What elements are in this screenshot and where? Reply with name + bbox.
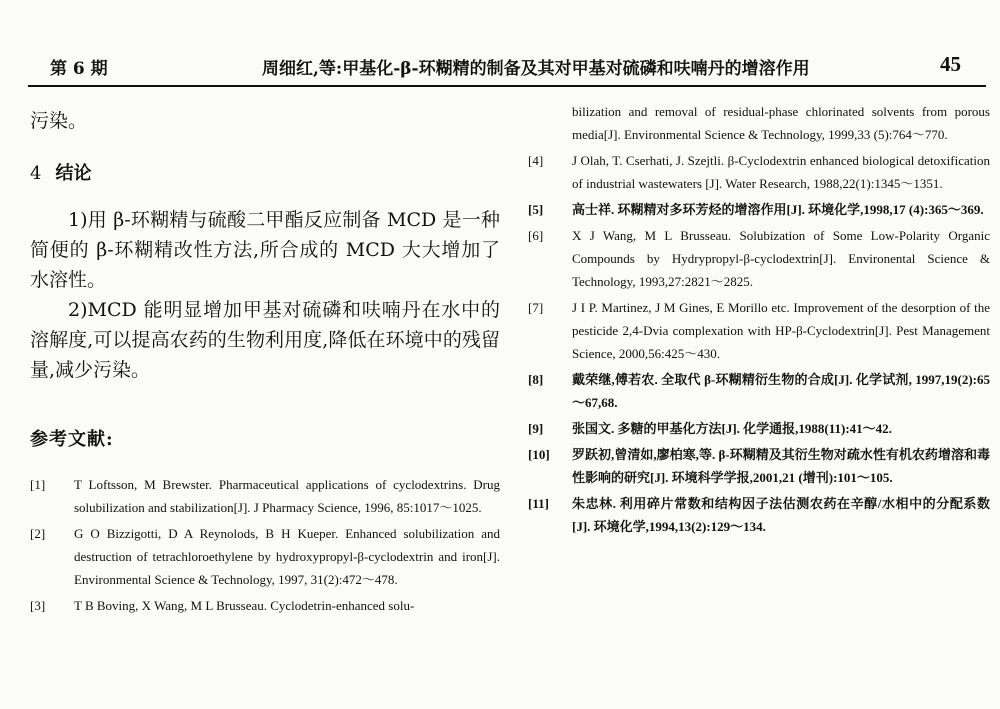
page-number: 45 bbox=[940, 52, 961, 76]
reference-item bbox=[528, 443, 990, 489]
reference-text: 罗跃初,曾清如,廖柏寒,等. β-环糊精及其衍生物对疏水性有机农药增溶和毒性影响的研究[J]. 环境科学学报,2001,21 (增刊):101～105. bbox=[572, 447, 990, 485]
reference-text: X J Wang, M L Brusseau. Solubization of Some Low-Polarity Organic Compounds by Hydrypropyl-β-cyclodextrin[J]. Environental Science & Technology, 1993,27:2821～2825. bbox=[572, 228, 990, 289]
reference-continuation bbox=[528, 100, 990, 146]
reference-item bbox=[30, 594, 500, 617]
reference-number: [7] bbox=[528, 300, 544, 315]
reference-text: T Loftsson, M Brewster. Pharmaceutical applications of cyclodextrins. Drug solubilization and stabilization[J]. J Pharmacy Science, 1996, 85:1017～1025. bbox=[74, 477, 500, 515]
reference-text: 张国文. 多糖的甲基化方法[J]. 化学通报,1988(11):41～42. bbox=[572, 421, 892, 436]
reference-text: T B Boving, X Wang, M L Brusseau. Cyclodetrin-enhanced solu- bbox=[74, 598, 415, 613]
reference-item bbox=[30, 473, 500, 519]
reference-number: [9] bbox=[528, 421, 544, 436]
reference-number: [4] bbox=[528, 153, 544, 168]
continued-text: 污染。 bbox=[30, 110, 88, 132]
reference-list-right bbox=[528, 149, 990, 538]
section-number: 4 bbox=[30, 163, 42, 184]
section-heading bbox=[30, 159, 500, 185]
left-column bbox=[30, 100, 500, 620]
running-title: 周细红,等:甲基化-β-环糊精的制备及其对甲基对硫磷和呋喃丹的增溶作用 bbox=[262, 59, 810, 79]
reference-number: [5] bbox=[528, 202, 544, 217]
running-header bbox=[0, 0, 1000, 92]
reference-item bbox=[528, 224, 990, 293]
reference-item bbox=[528, 492, 990, 538]
section-title: 结论 bbox=[55, 163, 92, 184]
reference-text: 高士祥. 环糊精对多环芳烃的增溶作用[J]. 环境化学,1998,17 (4):365～369. bbox=[572, 202, 984, 217]
reference-item bbox=[528, 417, 990, 440]
reference-item bbox=[528, 296, 990, 365]
reference-item bbox=[528, 368, 990, 414]
conclusion-paragraph-2: 2)MCD 能明显增加甲基对硫磷和呋喃丹在水中的溶解度,可以提高农药的生物利用度,降低在环境中的残留量,减少污染。 bbox=[30, 299, 500, 381]
reference-text: 朱忠林. 利用碎片常数和结构因子法估测农药在辛醇/水相中的分配系数[J]. 环境化学,1994,13(2):129～134. bbox=[572, 496, 990, 534]
reference-list-left bbox=[30, 473, 500, 617]
reference-text: J Olah, T. Cserhati, J. Szejtli. β-Cyclodextrin enhanced biological detoxification of industrial wastewaters [J]. Water Research, 1988,22(1):1345～1351. bbox=[572, 153, 990, 191]
reference-number: [1] bbox=[30, 477, 46, 492]
reference-number: [10] bbox=[528, 447, 550, 462]
reference-item bbox=[528, 198, 990, 221]
reference-item bbox=[30, 522, 500, 591]
reference-number: [3] bbox=[30, 598, 46, 613]
right-column bbox=[528, 100, 990, 541]
reference-number: [6] bbox=[528, 228, 544, 243]
reference-text: bilization and removal of residual-phase chlorinated solvents from porous media[J]. Environmental Science & Technology, 1999,33 (5):764～770. bbox=[572, 104, 990, 142]
reference-number: [2] bbox=[30, 526, 46, 541]
reference-text: G O Bizzigotti, D A Reynolods, B H Kueper. Enhanced solubilization and destruction of tetrachloroethylene by hydroxypropyl-β-cyclodextrin and iron[J]. Environmental Science & Technology, 1997, 31(2):472～478. bbox=[74, 526, 500, 587]
reference-text: 戴荣继,傅若农. 全取代 β-环糊精衍生物的合成[J]. 化学试剂, 1997,19(2):65～67,68. bbox=[572, 372, 990, 410]
references-heading: 参考文献: bbox=[30, 429, 114, 450]
reference-number: [11] bbox=[528, 496, 549, 511]
reference-number: [8] bbox=[528, 372, 544, 387]
reference-item bbox=[528, 149, 990, 195]
issue-label: 第 6 期 bbox=[50, 59, 108, 79]
header-rule bbox=[28, 85, 986, 87]
conclusion-paragraph-1: 1)用 β-环糊精与硫酸二甲酯反应制备 MCD 是一种简便的 β-环糊精改性方法,所合成的 MCD 大大增加了水溶性。 bbox=[30, 209, 500, 291]
reference-text: J I P. Martinez, J M Gines, E Morillo etc. Improvement of the desorption of the pesticide 2,4-Dvia complexation with HP-β-Cyclodextrin[J]. Pest Management Science, 2000,56:425～430. bbox=[572, 300, 990, 361]
